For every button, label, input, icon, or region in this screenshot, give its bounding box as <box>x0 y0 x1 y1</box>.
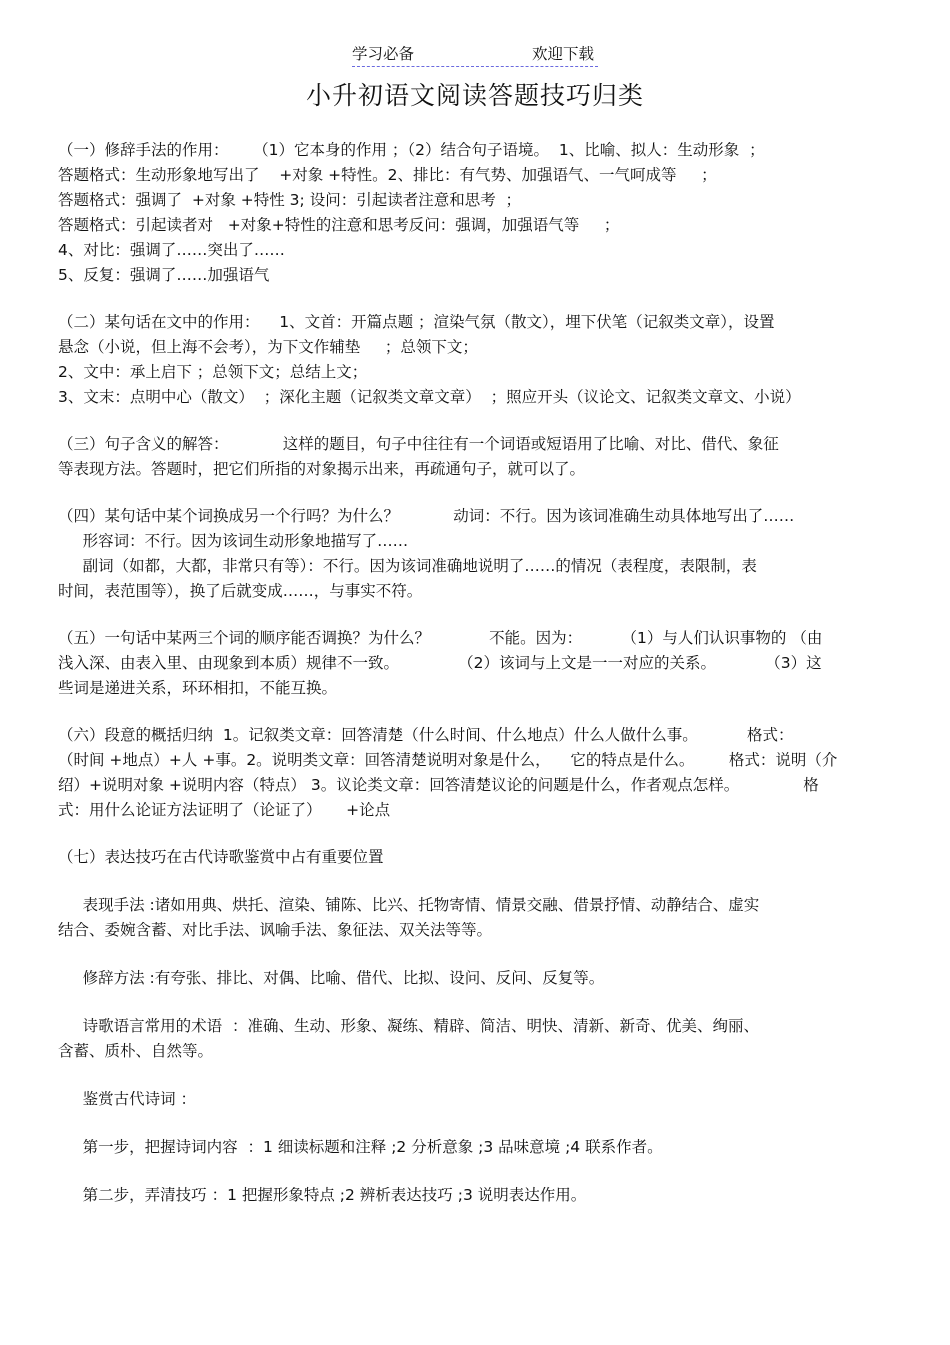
text-line: 第二步，弄清技巧 ：1 把握形象特点 ;2 辨析表达技巧 ;3 说明表达作用。 <box>58 1186 587 1204</box>
header-right-text: 欢迎下载 <box>531 45 594 63</box>
section-sentence-meaning <box>58 432 898 482</box>
text-line: 含蓄、质朴、自然等。 <box>58 1042 214 1060</box>
paragraph-step-two <box>58 1183 898 1208</box>
text-line: （七）表达技巧在古代诗歌鉴赏中占有重要位置 <box>58 848 384 866</box>
document-body <box>58 138 898 1208</box>
text-line: 表现手法 :诸如用典、烘托、渲染、铺陈、比兴、托物寄情、情景交融、借景抒情、动静结合、虚实 <box>58 896 760 914</box>
section-sentence-role <box>58 310 898 410</box>
paragraph-poetry-terms <box>58 1014 898 1064</box>
header-left-text: 学习必备 <box>352 45 415 63</box>
text-line: （六）段意的概括归纳 1。记叙类文章：回答清楚（什么时间、什么地点）什么人做什么事。 格式： <box>58 726 794 744</box>
text-line: 4、对比：强调了……突出了…… <box>58 241 285 259</box>
text-line: 鉴赏古代诗词 ： <box>58 1090 197 1108</box>
text-line: （三）句子含义的解答： 这样的题目，句子中往往有一个词语或短语用了比喻、对比、借代、象征 <box>58 435 779 453</box>
text-line: 等表现方法。答题时，把它们所指的对象揭示出来，再疏通句子，就可以了。 <box>58 460 586 478</box>
text-line: 浅入深、由表入里、由现象到本质）规律不一致。 （2）该词与上文是一一对应的关系。 （3）这 <box>58 654 822 672</box>
text-line: 答题格式：强调了 +对象 +特性 3; 设问：引起读者注意和思考 ； <box>58 191 522 209</box>
text-line: 时间，表范围等），换了后就变成……，与事实不符。 <box>58 582 423 600</box>
text-line: 形容词：不行。因为该词生动形象地描写了…… <box>58 532 409 550</box>
text-line: 修辞方法 :有夸张、排比、对偶、比喻、借代、比拟、设问、反问、反复等。 <box>58 969 605 987</box>
section-paragraph-summary <box>58 723 898 823</box>
text-line: （四）某句话中某个词换成另一个行吗？为什么？ 动词：不行。因为该词准确生动具体地写出了…… <box>58 507 795 525</box>
paragraph-step-one <box>58 1135 898 1160</box>
page-header <box>352 42 598 67</box>
text-line: 式：用什么论证方法证明了（论证了） +论点 <box>58 801 391 819</box>
section-word-order <box>58 626 898 701</box>
text-line: 些词是递进关系，环环相扣，不能互换。 <box>58 679 338 697</box>
text-line: 答题格式：生动形象地写出了 +对象 +特性。2、排比：有气势、加强语气、一气呵成等 ； <box>58 166 717 184</box>
document-title: 小升初语文阅读答题技巧归类 <box>305 81 644 110</box>
text-line: 第一步，把握诗词内容 ：1 细读标题和注释 ;2 分析意象 ;3 品味意境 ;4 联系作者。 <box>58 1138 663 1156</box>
text-line: （时间 +地点）+人 +事。2。说明类文章：回答清楚说明对象是什么， 它的特点是什么。 格式：说明（介 <box>58 751 838 769</box>
section-rhetoric <box>58 138 898 288</box>
text-line: （一）修辞手法的作用： （1）它本身的作用 ；（2）结合句子语境。 1、比喻、拟人：生动形象 ； <box>58 141 765 159</box>
paragraph-appreciation <box>58 1087 898 1112</box>
text-line: （五）一句话中某两三个词的顺序能否调换？为什么？ 不能。因为： （1）与人们认识事物的 （由 <box>58 629 823 647</box>
text-line: 5、反复：强调了……加强语气 <box>58 266 270 284</box>
text-line: 副词（如都，大都，非常只有等）：不行。因为该词准确地说明了……的情况（表程度，表限制，表 <box>58 557 757 575</box>
text-line: 悬念（小说，但上海不会考），为下文作辅垫 ；总领下文； <box>58 338 478 356</box>
paragraph-rhetoric-methods <box>58 966 898 991</box>
paragraph-techniques <box>58 893 898 943</box>
text-line: 答题格式：引起读者对 +对象+特性的注意和思考反问：强调，加强语气等 ； <box>58 216 620 234</box>
text-line: 结合、委婉含蓄、对比手法、讽喻手法、象征法、双关法等等。 <box>58 921 493 939</box>
section-word-replace <box>58 504 898 604</box>
text-line: （二）某句话在文中的作用： 1、文首：开篇点题 ；渲染气氛（散文），埋下伏笔（记叙类文章），设置 <box>58 313 775 331</box>
text-line: 绍）+说明对象 +说明内容（特点） 3。议论类文章：回答清楚议论的问题是什么，作者观点怎样。 格 <box>58 776 819 794</box>
text-line: 3、文末：点明中心（散文） ；深化主题（记叙类文章文章） ；照应开头（议论文、记叙类文章文、小说） <box>58 388 801 406</box>
text-line: 2、文中：承上启下 ；总领下文；总结上文； <box>58 363 368 381</box>
text-line: 诗歌语言常用的术语 ：准确、生动、形象、凝练、精辟、简洁、明快、清新、新奇、优美、绚丽、 <box>58 1017 759 1035</box>
section-expression-techniques <box>58 845 898 870</box>
